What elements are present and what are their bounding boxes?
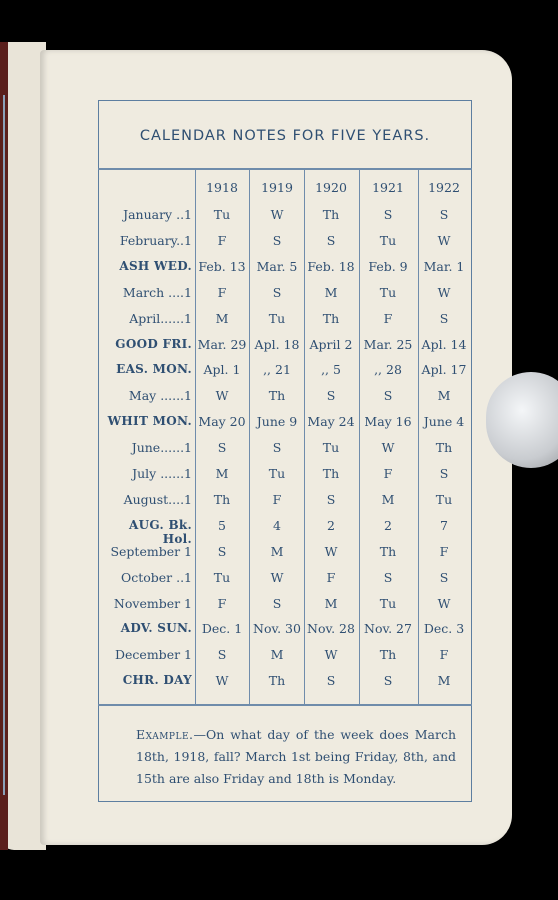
table-cell: S: [272, 284, 282, 300]
row-label: CHR. DAY: [122, 673, 192, 688]
table-cell: M: [270, 647, 284, 663]
row-label: ASH WED.: [119, 258, 192, 273]
table-cell: M: [324, 595, 338, 611]
row-label: EAS. MON.: [116, 362, 192, 377]
table-cell: F: [217, 595, 227, 611]
table-cell: May 20: [198, 414, 246, 430]
table-cell: 5: [218, 517, 226, 533]
table-cell: 4: [273, 517, 281, 533]
row-label: August....1: [123, 491, 192, 507]
table-cell: Tu: [379, 284, 397, 300]
row-label: October ..1: [120, 569, 192, 585]
table-cell: W: [437, 595, 451, 611]
row-label: September 1: [110, 543, 192, 559]
table-cell: Tu: [435, 491, 453, 507]
table-cell: Apl. 17: [421, 362, 467, 378]
table-cell: Th: [435, 440, 453, 456]
table-cell: W: [270, 569, 284, 585]
table-cell: Th: [268, 388, 286, 404]
year-header: 1921: [372, 180, 404, 195]
table-cell: S: [439, 466, 449, 481]
table-cell: W: [215, 388, 229, 404]
table-cell: Mar. 25: [363, 336, 413, 352]
year-header: 1920: [315, 180, 347, 195]
table-cell: S: [326, 491, 336, 507]
table-cell: 2: [384, 517, 392, 533]
table-cell: Dec. 3: [423, 621, 465, 637]
row-label: April......1: [129, 310, 192, 326]
table-cell: S: [217, 647, 227, 663]
table-cell: S: [272, 440, 282, 456]
left-page-rule: [3, 95, 5, 795]
table-cell: Th: [379, 543, 397, 559]
table-cell: M: [437, 388, 451, 404]
table-cell: W: [437, 232, 451, 248]
table-cell: S: [383, 388, 393, 404]
table-cell: S: [439, 569, 449, 585]
table-cell: S: [272, 232, 282, 248]
table-cell: Tu: [268, 466, 286, 481]
table-cell: M: [215, 310, 229, 326]
table-cell: Tu: [379, 595, 397, 611]
table-cell: Nov. 28: [307, 621, 355, 637]
row-label: GOOD FRI.: [115, 336, 192, 351]
table-cell: Apl. 14: [421, 336, 467, 352]
table-cell: ,, 28: [374, 362, 402, 378]
row-label: ADV. SUN.: [120, 621, 192, 636]
table-cell: W: [324, 543, 338, 559]
table-cell: S: [383, 207, 393, 222]
year-header: 1922: [428, 180, 460, 195]
table-cell: F: [217, 284, 227, 300]
table-cell: Feb. 13: [198, 258, 246, 274]
table-cell: F: [272, 491, 282, 507]
table-cell: Tu: [379, 232, 397, 248]
row-label: WHIT MON.: [107, 414, 192, 429]
example-note: [136, 724, 456, 790]
table-cell: June 4: [423, 414, 465, 430]
table-cell: M: [270, 543, 284, 559]
table-cell: May 16: [364, 414, 412, 430]
table-cell: S: [326, 673, 336, 689]
table-cell: April 2: [309, 336, 353, 352]
table-cell: Mar. 5: [256, 258, 298, 274]
table-cell: F: [439, 647, 449, 663]
year-header: 1919: [261, 180, 293, 195]
table-cell: S: [217, 543, 227, 559]
table-cell: Nov. 30: [253, 621, 301, 637]
table-cell: Tu: [322, 440, 340, 456]
table-cell: Tu: [268, 310, 286, 326]
table-cell: Th: [322, 310, 340, 326]
row-label: December 1: [115, 647, 192, 663]
table-cell: S: [217, 440, 227, 456]
row-label: February..1: [119, 232, 192, 248]
table-cell: W: [324, 647, 338, 663]
table-cell: Th: [322, 466, 340, 481]
table-cell: Feb. 18: [307, 258, 355, 274]
table-cell: Mar. 29: [197, 336, 247, 352]
table-cell: W: [381, 440, 395, 456]
table-cell: S: [439, 207, 449, 222]
row-label: July ......1: [132, 466, 192, 481]
row-label: November 1: [113, 595, 192, 611]
table-cell: 7: [440, 517, 448, 533]
table-cell: M: [324, 284, 338, 300]
table-cell: F: [439, 543, 449, 559]
table-cell: 2: [327, 517, 335, 533]
table-cell: S: [383, 673, 393, 689]
table-cell: S: [383, 569, 393, 585]
table-cell: ,, 21: [263, 362, 291, 378]
page-title: CALENDAR NOTES FOR FIVE YEARS.: [139, 128, 431, 144]
table-cell: Tu: [213, 207, 231, 222]
table-cell: Apl. 18: [254, 336, 300, 352]
table-cell: F: [217, 232, 227, 248]
table-cell: F: [326, 569, 336, 585]
row-label: May ......1: [128, 388, 192, 404]
table-cell: Apl. 1: [203, 362, 241, 378]
row-label: March ....1: [122, 284, 192, 300]
table-cell: W: [270, 207, 284, 222]
row-label: AUG. Bk. Hol.: [129, 517, 192, 546]
title-rule: [98, 168, 472, 170]
table-cell: F: [383, 466, 393, 481]
table-cell: S: [326, 232, 336, 248]
table-cell: June 9: [256, 414, 298, 430]
table-cell: Th: [268, 673, 286, 689]
row-label: June......1: [131, 440, 192, 456]
table-cell: Dec. 1: [201, 621, 243, 637]
table-cell: May 24: [307, 414, 355, 430]
table-cell: F: [383, 310, 393, 326]
table-cell: S: [439, 310, 449, 326]
example-lead: Example.: [136, 727, 194, 742]
table-cell: Tu: [213, 569, 231, 585]
table-cell: Th: [322, 207, 340, 222]
table-cell: Feb. 9: [368, 258, 408, 274]
row-label: January ..1: [123, 207, 192, 222]
table-cell: M: [381, 491, 395, 507]
table-cell: M: [437, 673, 451, 689]
table-cell: M: [215, 466, 229, 481]
table-cell: S: [272, 595, 282, 611]
example-text: —On what day of the week does March 18th, 1918, fall? March 1st being Friday, 8th, and 15th are also Friday and 18th is Monday.: [136, 727, 456, 786]
year-header: 1918: [206, 180, 238, 195]
table-cell: W: [215, 673, 229, 689]
table-cell: Mar. 1: [423, 258, 465, 274]
table-cell: Th: [213, 491, 231, 507]
table-cell: Th: [379, 647, 397, 663]
table-cell: S: [326, 388, 336, 404]
table-cell: ,, 5: [321, 362, 341, 378]
table-bottom-rule: [98, 704, 472, 706]
table-cell: Nov. 27: [364, 621, 412, 637]
table-cell: W: [437, 284, 451, 300]
